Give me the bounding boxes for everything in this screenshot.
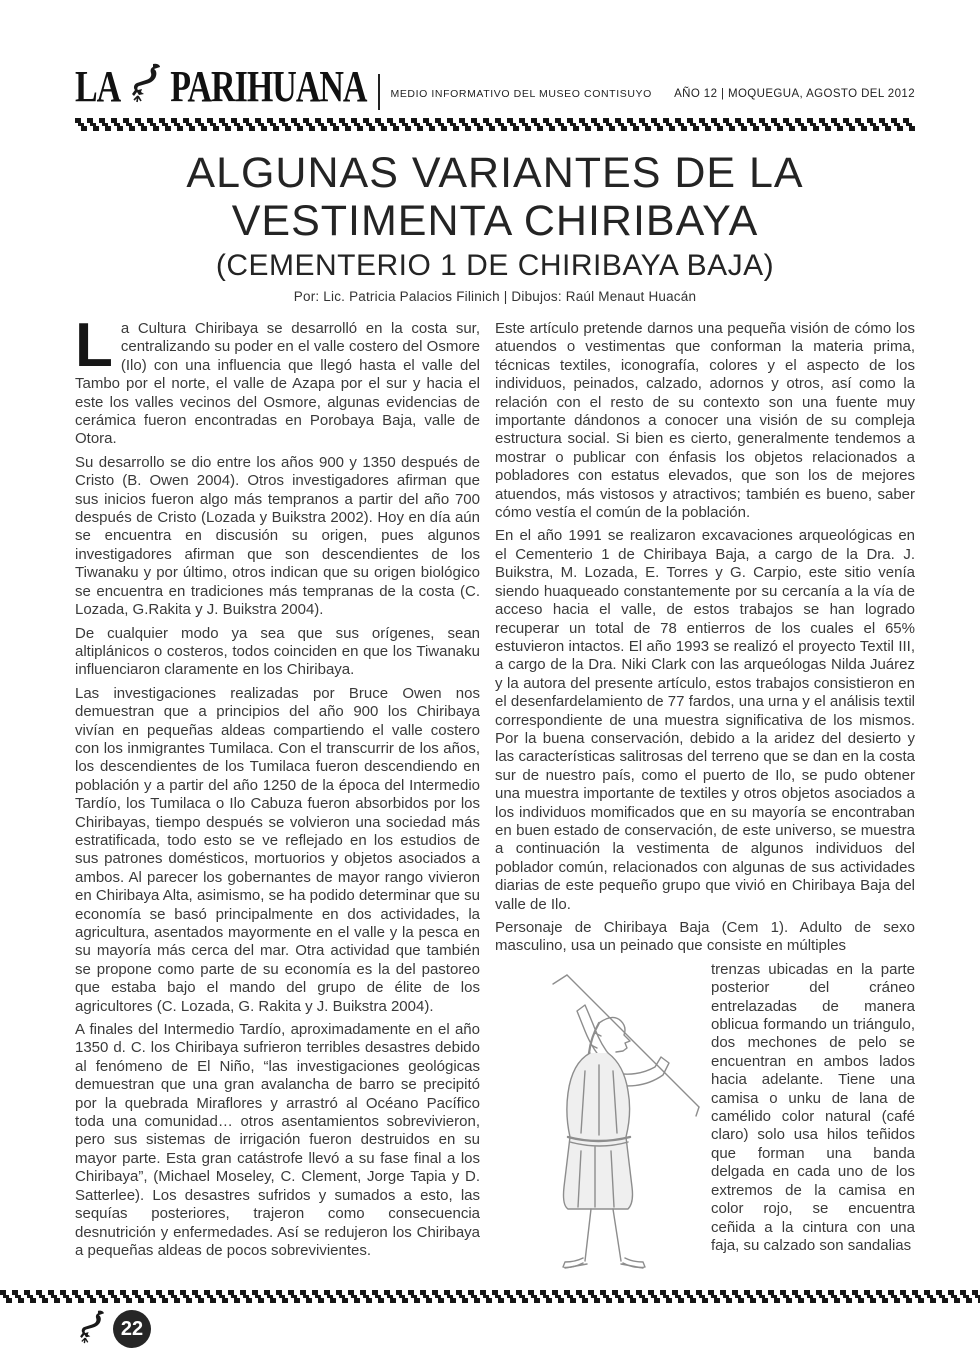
- footer: [75, 1306, 915, 1352]
- masthead-title: [75, 61, 366, 110]
- article-byline: Por: Lic. Patricia Palacios Filinich | Dibujos: Raúl Menaut Huacán: [293, 289, 697, 304]
- masthead-tagline: MEDIO INFORMATIVO DEL MUSEO CONTISUYO: [390, 88, 652, 100]
- paragraph: Las investigaciones realizadas por Bruce Owen nos demuestran que a principios del año 900 los Chiribaya vivían en pequeñas aldeas compartiendo el valle costero con los inmigrantes Tumilaca. Con el transcurrir de los años, los descendientes de los Tumilaca fueron descendiendo en población y a partir del año 1250 de la época del Intermedio Tardío, los Tumilaca o Ilo Cabuza fueron absorbidos por los Chiribayas, tiempo después se volvieron una sociedad más estratificada, todo esto se ve reflejado en los estudios de sus patrones domésticos, mortuorios y objetos asociados a ambos. Al parecer los gobernantes de mayor rango vivieron en Chiribaya Alta, asimismo, se ha podido determinar que su economía se basó principalmente en dos actividades, la agricultura, asentados mayormente en el valle y la pesca en su mayoría más cerca del mar. Otra actividad que también se propone como parte de su economía es la del pastoreo que estaba bajo el mando del grupo de élite de los agricultores (C. Lozada, G. Rakita y J. Buikstra 2004).: [75, 684, 480, 1015]
- right-column: [495, 320, 915, 1284]
- footer-bird-icon: [75, 1308, 109, 1351]
- paragraph: A finales del Intermedio Tardío, aproximadamente en el año 1350 d. C. los Chiribaya sufrieron terribles desastres debido al fenómeno de El Niño, “las investigaciones geológicas demuestran que una gran avalancha de barro se precipitó por la quebrada Miraflores y arrastró al Océano Pacífico toda una comunidad… otros asentamientos sobrevivieron, pero sus sistemas de irrigación fueron destruidos en su mayor parte. Esta gran catástrofe llevó a su fase final a los Chiribaya”, (Michael Moseley, C. Clement, Jorge Tapia y D. Satterlee). Los desastres sufridos y sumados a esto, las sequías posteriores, trajeron como consecuencia desnutrición y enfermedades. Así se redujeron los Chiribaya a pequeñas aldeas de pocos sobrevivientes.: [75, 1021, 480, 1259]
- wrap-text: trenzas ubicadas en la parte posterior del cráneo entrelazadas de manera oblicua formando un triángulo, dos mechones de pelo se encuentran en ambos lados hacia adelante. Tiene una camisa o unku de lana de camélido color natural (café claro) solo usa hilos teñidos que forman una banda delgada en cada uno de los extremos de la camisa en color rojo, se encuentra ceñida a la cintura con una faja, su calzado son sandalias: [711, 960, 915, 1254]
- article-subtitle: (CEMENTERIO 1 DE CHIRIBAYA BAJA): [215, 249, 775, 282]
- masthead-title-prefix: LA: [75, 63, 121, 112]
- paragraph: Personaje de Chiribaya Baja (Cem 1). Adulto de sexo masculino, usa un peinado que consiste en múltiples: [495, 919, 915, 955]
- figure-with-wrap-text: [495, 961, 915, 1284]
- figure-drawing: [495, 961, 703, 1284]
- decorative-border-top: [75, 118, 915, 131]
- paragraph: En el año 1991 se realizaron excavaciones arqueológicas en el Cementerio 1 de Chiribaya Baja, a cargo de la Dra. J. Buikstra, M. Lozada, E. Torres y G. Carpio, este sitio venía siendo huaqueado constantemente por su cercanía a la vía de acceso hacia el valle, de estos trabajos se han logrado recuperar un total de 78 entierros de los cuales el 65% estuvieron intactos. El año 1993 se realizó el proyecto Textil III, a cargo de la Dra. Niki Clark con las arqueólogas Nilda Juárez y la autora del presente artículo, estos trabajos consistieron en el desenfardelamiento de 77 fardos, una urna y el análisis textil correspondiente de una muestra significativa de los mismos. Por la buena conservación, debido a la aridez del desierto y las características salitrosas del terreno que se dan en la costa sur de nuestro país, como el puerto de Ilo, se pudo obtener una muestra importante de textiles y otros objetos asociados a los individuos momificados que en su mayoría se encontraban en buen estado de conservación, de este universo, se muestra a continuación la vestimenta de algunos individuos del poblador común, relacionados con algunas de sus actividades diarias de este pequeño grupo que vivió en Chiribaya Baja del valle de Ilo.: [495, 527, 915, 913]
- paragraph: Su desarrollo se dio entre los años 900 y 1350 después de Cristo (B. Owen 2004). Otros investigadores afirman que sus inicios fueron algo más tempranos a partir del año 700 después de Cristo (Lozada y Buikstra 2002). Hoy en día aún se encuentra en discusión su origen, pues algunos investigadores afirman que son descendientes de los Tiwanaku y por último, otros indican que su origen biológico se encuentra en tradiciones más tempranas de la costa (C. Lozada, G.Rakita y J. Buikstra 2004).: [75, 453, 480, 619]
- article-title-line1: ALGUNAS VARIANTES DE LA: [186, 149, 804, 197]
- left-column: [75, 311, 480, 1284]
- article-title-line2: VESTIMENTA CHIRIBAYA: [231, 197, 759, 245]
- paragraph: De cualquier modo ya sea que sus orígenes, sean altiplánicos o costeros, todos coinciden en que los Tiwanaku influenciaron claramente en los Chiribaya.: [75, 624, 480, 679]
- page-number-badge: 22: [113, 1310, 151, 1348]
- paragraph-text: a Cultura Chiribaya se desarrolló en la costa sur, centralizando su poder en el valle costero del Osmore (Ilo) con una influencia que llegó hasta el valle del Tambo por el norte, el valle de Azapa por el sur y hacia el este los valles vecinos del Osmore, algunas evidencias de cerámica fueron encontradas en Porobaya Baja, valle de Otora.: [75, 320, 480, 448]
- paragraph: Este artículo pretende darnos una pequeña visión de cómo los atuendos o vestimentas que conforman la materia prima, técnicas textiles, iconografía, colores y el aspecto de los individuos, peinados, calzado, adornos y otros, así como la relación con el resto de su contexto son una fuente muy importante dándonos a conocer una visión de su compleja estructura social. Si bien es cierto, generalmente tendemos a mostrar o publicar con énfasis los objetos relacionados a pobladores con estatus elevados, que son los de mejores atuendos, más vistosos y atractivos; también es bueno, saber cómo vestía el común de la población.: [495, 320, 915, 522]
- parihuana-bird-icon: [126, 61, 166, 110]
- masthead-divider: [378, 74, 380, 110]
- article-header: [75, 149, 915, 304]
- masthead: [75, 58, 915, 110]
- paragraph: [75, 311, 480, 449]
- article-body: [75, 311, 915, 1284]
- decorative-border-bottom: [0, 1290, 980, 1303]
- masthead-issue-date: AÑO 12 | MOQUEGUA, AGOSTO DEL 2012: [674, 88, 915, 100]
- drop-cap: L: [75, 311, 113, 380]
- masthead-title-main: PARIHUANA: [170, 63, 367, 112]
